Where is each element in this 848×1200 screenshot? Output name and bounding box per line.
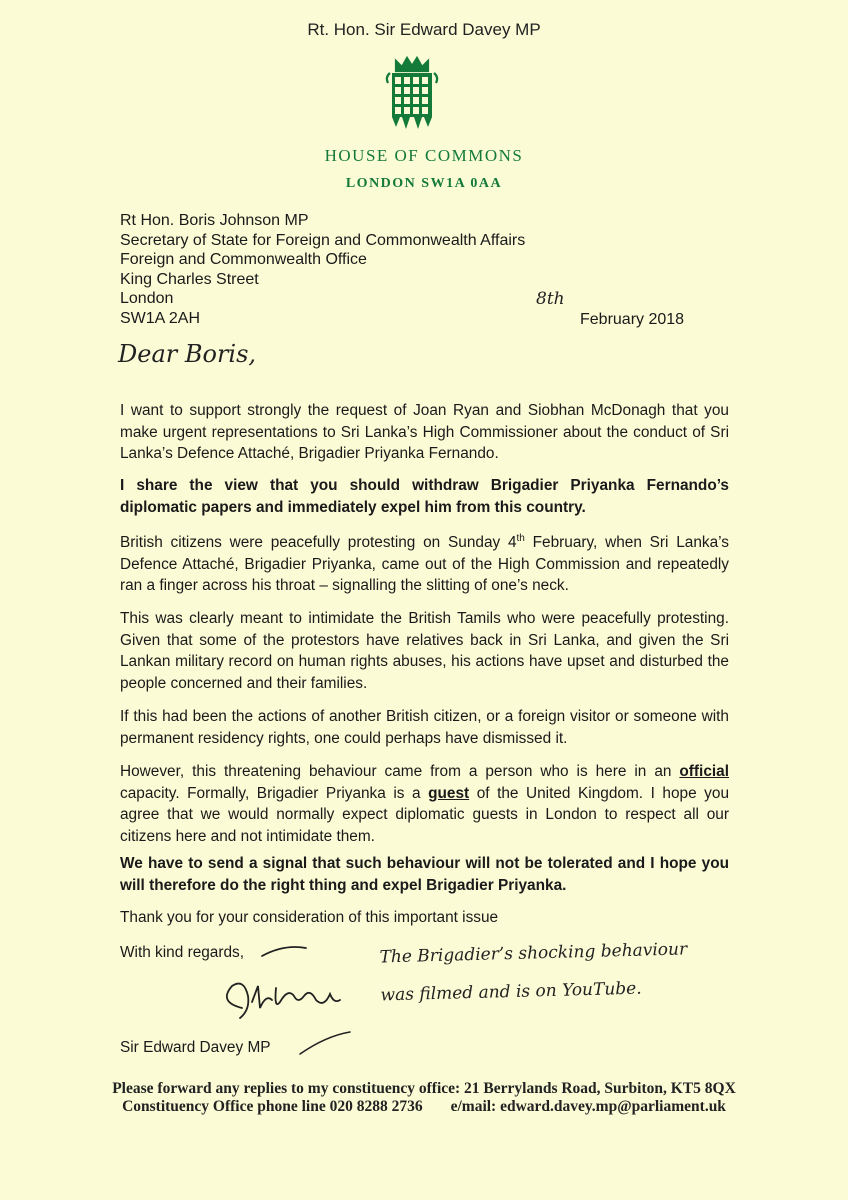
paragraph-segment: February, when Sri Lanka’s Defence Attaché, Brigadier Priyanka, came out of the High Commission and repeatedly ran a finger across his throat – signalling the slitting of one’s neck.: [120, 534, 729, 595]
body-paragraph-bold: [120, 853, 729, 896]
date-day-handwritten: 8th: [536, 289, 565, 309]
body-paragraph: [120, 608, 729, 694]
body-paragraph: [120, 761, 729, 847]
closing-regards: With kind regards,: [120, 944, 245, 961]
salutation-handwritten: Dear Boris,: [118, 340, 257, 368]
paragraph-segment: of the United Kingdom. I hope you agree that we would normally expect diplomatic guests in London to respect all our citizens here and not intimidate them.: [120, 784, 729, 845]
signature-graphic: [214, 938, 354, 1033]
paragraph-text: We have to send a signal that such behaviour will not be tolerated and I hope you will therefore do the right thing and expel Brigadier Priyanka.: [120, 855, 729, 894]
paragraph-text: I want to support strongly the request of Joan Ryan and Siobhan McDonagh that you make urgent representations to Sri Lanka’s High Commissioner about the conduct of Sri Lanka’s Defence Attaché, Brigadier Priyanka Fernando.: [120, 402, 729, 462]
paragraph-segment: However, this threatening behaviour came from a person who is here in an: [120, 763, 680, 780]
pen-stroke-graphic: [296, 1028, 356, 1058]
handwritten-note: [379, 930, 721, 1015]
recipient-address: [120, 211, 525, 328]
footer-line: Please forward any replies to my constituency office: 21 Berrylands Road, Surbiton, KT5 8QX: [112, 1080, 736, 1097]
footer-contact: [0, 1098, 848, 1116]
footer-email: e/mail: edward.davey.mp@parliament.uk: [450, 1098, 726, 1115]
emphasis-official: official: [679, 763, 729, 780]
ordinal-suffix: th: [516, 533, 525, 544]
recipient-line: SW1A 2AH: [120, 309, 201, 327]
body-paragraph: [120, 907, 729, 929]
paragraph-text: Thank you for your consideration of this important issue: [120, 909, 499, 926]
recipient-line: Foreign and Commonwealth Office: [120, 251, 367, 268]
paragraph-segment: British citizens were peacefully protesting on Sunday 4: [120, 534, 517, 552]
body-paragraph: [120, 528, 729, 597]
paragraph-text: [120, 761, 729, 847]
sender-name: Rt. Hon. Sir Edward Davey MP: [307, 20, 541, 39]
paragraph-text: This was clearly meant to intimidate the British Tamils who were peacefully protesting. Given that some of the protestors have relatives back in Sri Lanka, and given the Sri Lankan military record on human rights abuses, his actions have upset and disturbed the people concerned and their families.: [120, 610, 729, 692]
recipient-line: London: [120, 290, 174, 307]
house-of-commons-heading: HOUSE OF COMMONS: [324, 146, 524, 165]
recipient-line: Rt Hon. Boris Johnson MP: [120, 212, 309, 229]
body-paragraph: [120, 706, 729, 749]
recipient-line: King Charles Street: [120, 270, 259, 288]
signoff-name: Sir Edward Davey MP: [120, 1039, 271, 1056]
portcullis-icon: [382, 55, 442, 133]
body-paragraph: [120, 400, 729, 465]
paragraph-segment: capacity. Formally, Brigadier Priyanka is a: [120, 784, 429, 802]
letterhead-address: LONDON SW1A 0AA: [345, 176, 503, 191]
paragraph-text: I share the view that you should withdraw Brigadier Priyanka Fernando’s diplomatic papers and immediately expel him from this country.: [120, 477, 729, 516]
paragraph-text: If this had been the actions of another British citizen, or a foreign visitor or someone with permanent residency rights, one could perhaps have dismissed it.: [120, 708, 729, 747]
emphasis-guest: guest: [428, 784, 470, 802]
footer-phone: Constituency Office phone line 020 8288 2736: [122, 1098, 423, 1115]
date-month-year: February 2018: [580, 311, 685, 328]
recipient-line: Secretary of State for Foreign and Commonwealth Affairs: [120, 231, 526, 249]
body-paragraph-bold: [120, 475, 729, 518]
handwritten-note-line: The Brigadier’s shocking behaviour: [379, 939, 688, 968]
paragraph-text: [120, 528, 729, 597]
handwritten-note-line: was filmed and is on YouTube.: [380, 978, 642, 1006]
